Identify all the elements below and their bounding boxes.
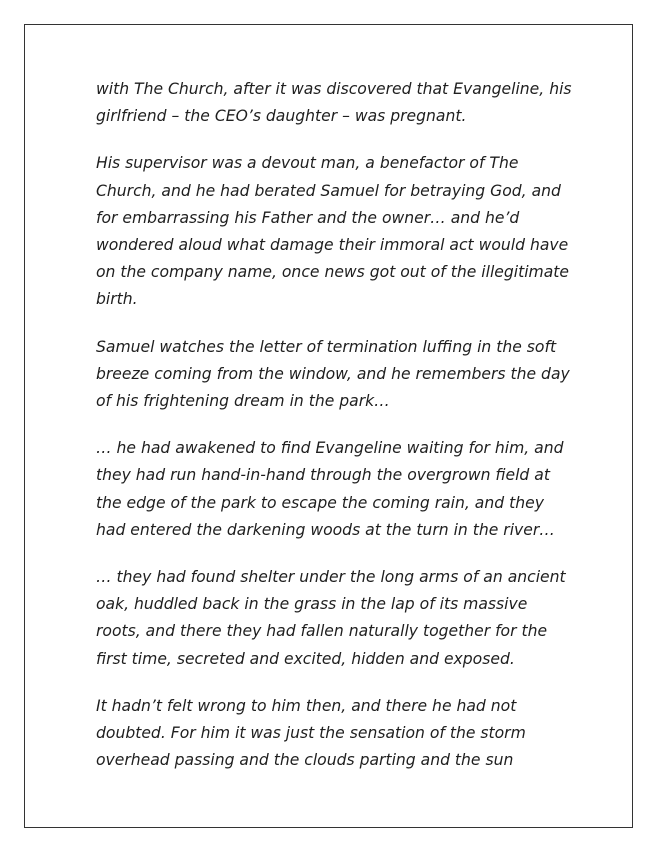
paragraph: … they had found shelter under the long arms of an ancient oak, huddled back in the grass in the lap of its massive roots, and there they had fallen naturally together for the first time, secreted and excited, hidden and exposed. xyxy=(96,568,566,668)
paragraph: with The Church, after it was discovered that Evangeline, his girlfriend – the CEO’s daughter – was pregnant. xyxy=(96,80,572,126)
paragraph: … he had awakened to find Evangeline waiting for him, and they had run hand-in-hand through the overgrown field at the edge of the park to escape the coming rain, and they had entered the darkening woods at the turn in the river… xyxy=(96,439,564,539)
page-text xyxy=(96,76,574,774)
paragraph: Samuel watches the letter of termination luffing in the soft breeze coming from the window, and he remembers the day of his frightening dream in the park… xyxy=(96,337,570,411)
paragraph: His supervisor was a devout man, a benefactor of The Church, and he had berated Samuel for betraying God, and for embarrassing his Father and the owner… and he’d wondered aloud what damage their immoral act would have on the company name, once news got out of the illegitimate birth. xyxy=(96,154,570,309)
paragraph: It hadn’t felt wrong to him then, and there he had not doubted. For him it was just the sensation of the storm overhead passing and the clouds parting and the sun xyxy=(96,696,526,770)
